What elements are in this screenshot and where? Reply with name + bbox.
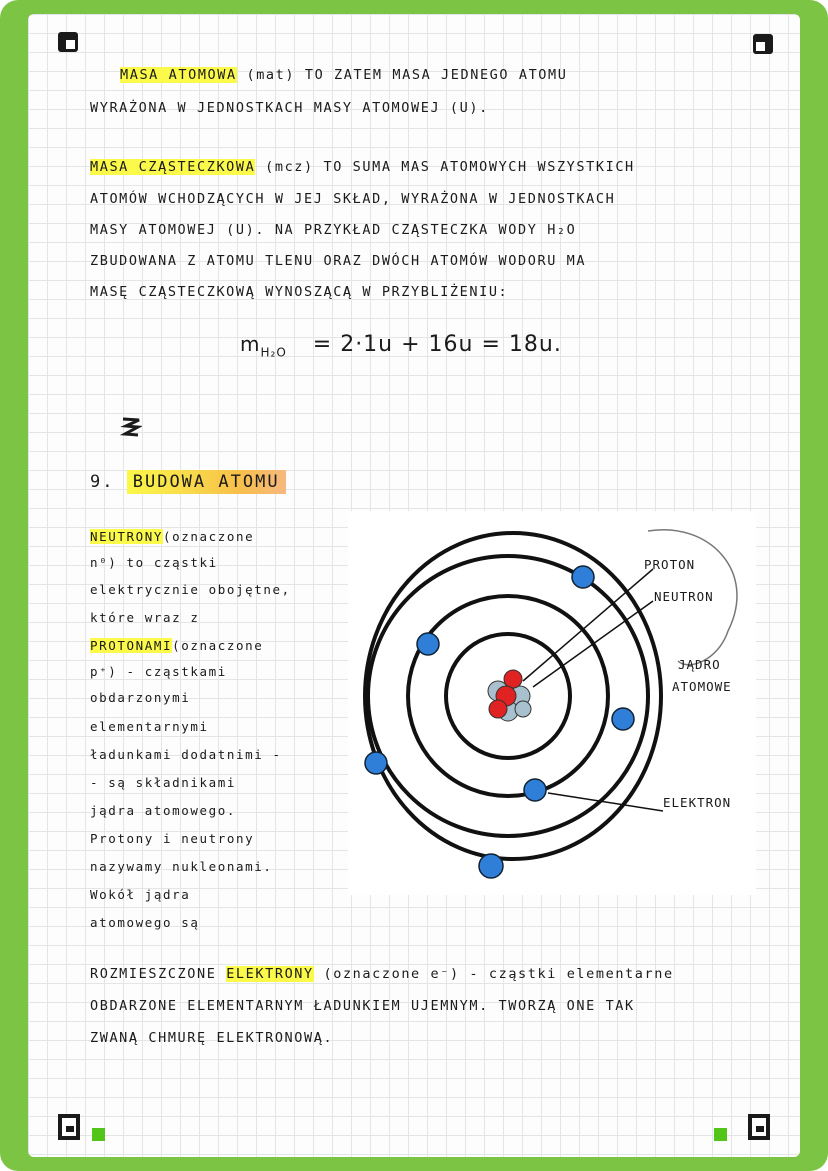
bottom-line1-pre: ROZMIESZCZONE — [90, 966, 217, 982]
left-column-line-text: Wokół jądra — [90, 887, 191, 902]
left-column-line — [90, 690, 190, 705]
para2-line1-rest: TO SUMA MAS ATOMOWYCH WSZYSTKICH — [323, 159, 635, 175]
term-masa-czasteczkowa: MASA CZĄSTECZKOWA — [90, 159, 256, 175]
para2-line2: ATOMÓW WCHODZĄCYCH W JEJ SKŁAD, WYRAŻONA W JEDNOSTKACH — [90, 191, 616, 207]
brand-logo-icon — [748, 1114, 770, 1140]
left-column-line — [90, 638, 263, 653]
atom-diagram — [348, 511, 756, 895]
left-column-line — [90, 529, 254, 544]
left-column-line — [90, 555, 218, 570]
electron — [572, 566, 594, 588]
highlighted-term: NEUTRONY — [90, 529, 164, 544]
bottom-line1 — [90, 966, 674, 982]
corner-app-icon — [58, 32, 78, 52]
para2-line5: MASĘ CZĄSTECZKOWĄ WYNOSZĄCĄ W PRZYBLIŻENIU: — [90, 284, 509, 300]
label-electron: ELEKTRON — [663, 795, 732, 810]
left-column-line — [90, 859, 273, 874]
section-title: BUDOWA ATOMU — [127, 470, 286, 494]
left-column-line — [90, 803, 236, 818]
label-nucleus-1: JĄDRO — [678, 657, 721, 672]
term-elektrony: ELEKTRONY — [226, 966, 314, 982]
left-column-line-text: które wraz z — [90, 610, 200, 625]
left-column-line-text: obdarzonymi — [90, 690, 191, 705]
corner-app-icon — [753, 34, 773, 54]
left-column-line — [90, 664, 227, 679]
term-masa-atomowa: MASA ATOMOWA — [120, 67, 237, 83]
para2-line4: ZBUDOWANA Z ATOMU TLENU ORAZ DWÓCH ATOMÓW WODORU MA — [90, 253, 587, 269]
green-square-icon — [714, 1128, 727, 1141]
left-column-line-text: (oznaczone — [172, 638, 264, 653]
bottom-line1-post: (oznaczone e⁻) - cząstki elementarne — [323, 966, 674, 982]
left-column-line — [90, 719, 209, 734]
left-column-line — [90, 582, 291, 597]
left-column-line-text: Protony i neutrony — [90, 831, 255, 846]
label-neutron: NEUTRON — [654, 589, 714, 604]
left-column-line-text: - są składnikami — [90, 775, 237, 790]
para1-line1 — [120, 67, 568, 83]
electron — [612, 708, 634, 730]
brand-logo-icon — [58, 1114, 80, 1140]
left-column-line-text: n⁰) to cząstki — [90, 555, 218, 570]
electron — [479, 854, 503, 878]
left-column-line — [90, 610, 200, 625]
para2-line3: MASY ATOMOWEJ (U). NA PRZYKŁAD CZĄSTECZKA WODY H₂O — [90, 222, 577, 238]
electron — [417, 633, 439, 655]
formula-m: m — [240, 332, 261, 356]
left-column-line — [90, 831, 254, 846]
notebook-page — [28, 14, 800, 1157]
formula-expression: = 2·1u + 16u = 18u. — [312, 332, 562, 357]
left-column-line-text: nazywamy nukleonami. — [90, 859, 273, 874]
arrow-neutron — [533, 601, 653, 687]
electron — [524, 779, 546, 801]
left-column-line-text: ładunkami dodatnimi - — [90, 747, 282, 762]
bottom-line2: OBDARZONE ELEMENTARNYM ŁADUNKIEM UJEMNYM. TWORZĄ ONE TAK — [90, 998, 635, 1014]
nucleus — [488, 670, 531, 721]
highlighted-term: PROTONAMI — [90, 638, 173, 653]
section-heading — [90, 472, 286, 492]
left-column-line-text: atomowego są — [90, 915, 200, 930]
para1-line1-rest: TO ZATEM MASA JEDNEGO ATOMU — [304, 67, 568, 83]
section-number: 9. — [90, 472, 115, 492]
left-column-line-text: jądra atomowego. — [90, 803, 237, 818]
left-column-line — [90, 747, 282, 762]
symbol: (mat) — [246, 67, 296, 83]
left-column-line-text: p⁺) - cząstkami — [90, 664, 227, 679]
formula — [240, 332, 562, 359]
para2-line1 — [90, 159, 635, 175]
green-square-icon — [92, 1128, 105, 1141]
formula-subscript: H₂O — [260, 345, 287, 360]
left-column-line — [90, 915, 200, 930]
label-nucleus-2: ATOMOWE — [672, 679, 732, 694]
left-column-line-text: elementarnymi — [90, 719, 209, 734]
left-column-line — [90, 775, 236, 790]
left-column-line-text: (oznaczone — [163, 529, 255, 544]
scribble-mark — [120, 416, 142, 438]
label-proton: PROTON — [644, 557, 696, 572]
left-column-line-text: elektrycznie obojętne, — [90, 582, 291, 597]
left-column-line — [90, 887, 190, 902]
electron — [365, 752, 387, 774]
para1-line2: WYRAŻONA W JEDNOSTKACH MASY ATOMOWEJ (U). — [90, 100, 489, 116]
bottom-line3: ZWANĄ CHMURĘ ELEKTRONOWĄ. — [90, 1030, 334, 1046]
symbol: (mcz) — [265, 159, 314, 175]
